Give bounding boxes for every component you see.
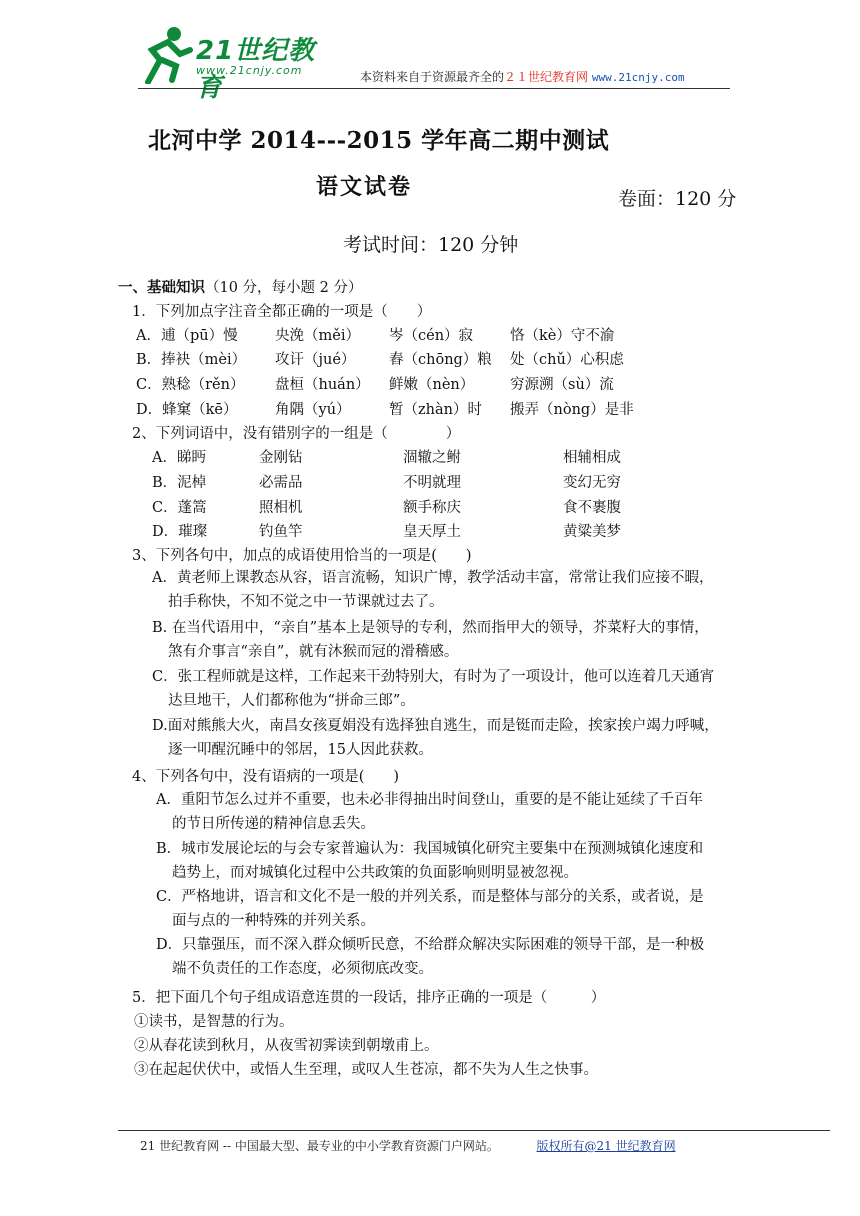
q1-option-a-3: 岑（cén）寂 xyxy=(389,328,474,344)
site-logo xyxy=(138,24,338,103)
q1-option-d-2: 角隅（yú） xyxy=(275,402,351,418)
q1-option-b-4: 处（chǔ）心积虑 xyxy=(510,352,624,368)
q4-option-d: D．只靠强压，而不深入群众倾听民意，不给群众解决实际困难的领导干部，是一种极 端不负责任的工作态度，必须彻底改变。 xyxy=(156,937,705,977)
q1-option-c-4: 穷源溯（sù）流 xyxy=(510,377,614,393)
q1-stem: 1．下列加点字注音全都正确的一项是（ ） xyxy=(132,304,432,320)
q5-stem: 5．把下面几个句子组成语意连贯的一段话，排序正确的一项是（ ） xyxy=(132,990,606,1006)
header-note: 本资料来自于资源最齐全的２１世纪教育网 www.21cnjy.com xyxy=(360,70,685,84)
q2-option-b-3: 不明就理 xyxy=(403,475,461,491)
q2-option-b-4: 变幻无穷 xyxy=(563,475,621,491)
q2-option-c-3: 额手称庆 xyxy=(403,500,461,516)
q2-option-d-1: D．璀璨 xyxy=(152,524,208,540)
footer-divider xyxy=(118,1130,830,1131)
q2-option-d-4: 黄粱美梦 xyxy=(563,524,621,540)
q2-option-a-2: 金刚钻 xyxy=(259,450,303,466)
q2-option-a-4: 相辅相成 xyxy=(563,450,621,466)
q2-option-a-1: A．睇眄 xyxy=(152,450,206,466)
q1-option-d-3: 暂（zhàn）时 xyxy=(389,402,482,418)
q4-stem: 4、下列各句中，没有语病的一项是( ) xyxy=(132,769,400,785)
q2-option-d-2: 钓鱼竿 xyxy=(259,524,303,540)
footer-copyright-link[interactable]: 版权所有@21 世纪教育网 xyxy=(536,1139,676,1153)
exam-time: 考试时间：120 分钟 xyxy=(343,234,519,256)
q1-option-d-1: D．蜂窠（kē） xyxy=(136,402,238,418)
q2-option-c-2: 照相机 xyxy=(259,500,303,516)
q1-option-b-1: B．捧袂（mèi） xyxy=(136,352,247,368)
q5-item-1: ①读书，是智慧的行为。 xyxy=(134,1014,294,1030)
footer xyxy=(140,1137,676,1154)
q2-option-c-4: 食不裹腹 xyxy=(563,500,621,516)
q1-option-c-2: 盘桓（huán） xyxy=(275,377,370,393)
exam-subject: 语文试卷 xyxy=(316,174,413,200)
exam-title: 北河中学 2014---2015 学年高二期中测试 xyxy=(148,127,610,154)
exam-score: 卷面：120 分 xyxy=(618,188,737,210)
q2-option-d-3: 皇天厚土 xyxy=(403,524,461,540)
q2-option-b-1: B．泥棹 xyxy=(152,475,207,491)
q3-option-d: D.面对熊熊大火，南昌女孩夏娟没有选择独自逃生，而是铤而走险，挨家挨户竭力呼喊， 逐一叩醒沉睡中的邻居，15人因此获救。 xyxy=(152,718,719,758)
header-site-name: ２１世纪教育网 xyxy=(504,70,589,84)
footer-text: 21 世纪教育网 -- 中国最大型、最专业的中小学教育资源门户网站。 xyxy=(140,1139,499,1153)
header-divider xyxy=(138,88,730,89)
header-url-link[interactable]: www.21cnjy.com xyxy=(591,71,685,84)
q1-option-c-3: 鲜嫩（nèn） xyxy=(389,377,475,393)
q5-item-3: ③在起起伏伏中，或悟人生至理，或叹人生苍凉，都不失为人生之快事。 xyxy=(134,1062,598,1078)
q3-option-c: C．张工程师就是这样，工作起来干劲特别大，有时为了一项设计，他可以连着几天通宵 达旦地干，人们都称他为“拼命三郎”。 xyxy=(152,669,715,709)
q1-option-b-3: 舂（chōng）粮 xyxy=(389,352,492,368)
q1-option-a-2: 央浼（měi） xyxy=(275,328,360,344)
q2-option-a-3: 涸辙之鲋 xyxy=(403,450,461,466)
q1-option-d-4: 搬弄（nòng）是非 xyxy=(510,402,634,418)
q1-option-b-2: 攻讦（jué） xyxy=(275,352,356,368)
q2-option-b-2: 必需品 xyxy=(259,475,303,491)
logo-url: www.21cnjy.com xyxy=(196,64,303,77)
q3-option-b: B. 在当代语用中，“亲自”基本上是领导的专利，然而指甲大的领导，芥菜籽大的事情， 煞有介事言“亲自”，就有沐猴而冠的滑稽感。 xyxy=(152,620,709,660)
q1-option-a-1: A．逋（pū）慢 xyxy=(136,328,238,344)
q4-option-a: A．重阳节怎么过并不重要，也未必非得抽出时间登山，重要的是不能让延续了千百年 的节日所传递的精神信息丢失。 xyxy=(156,792,703,832)
logo-text: 21世纪教育 xyxy=(196,36,316,103)
q5-item-2: ②从春花读到秋月，从夜雪初霁读到朝墩甫上。 xyxy=(134,1038,439,1054)
q3-stem: 3、下列各句中，加点的成语使用恰当的一项是( ) xyxy=(132,548,472,564)
q4-option-b: B．城市发展论坛的与会专家普遍认为：我国城镇化研究主要集中在预测城镇化速度和 趋势上，而对城镇化过程中公共政策的负面影响则明显被忽视。 xyxy=(156,841,704,881)
q2-stem: 2、下列词语中，没有错别字的一组是（ ） xyxy=(132,426,461,442)
q4-option-c: C．严格地讲，语言和文化不是一般的并列关系，而是整体与部分的关系，或者说，是 面与点的一种特殊的并列关系。 xyxy=(156,889,704,929)
q3-option-a: A．黄老师上课教态从容，语言流畅，知识广博，教学活动丰富，常常让我们应接不暇， 拍手称快，不知不觉之中一节课就过去了。 xyxy=(152,570,714,610)
q1-option-a-4: 恪（kè）守不渝 xyxy=(510,328,615,344)
runner-logo-icon xyxy=(138,24,196,84)
q1-option-c-1: C．熟稔（rěn） xyxy=(136,377,245,393)
q2-option-c-1: C．蓬篙 xyxy=(152,500,207,516)
section-title: 一、基础知识（10 分，每小题 2 分） xyxy=(118,280,363,296)
